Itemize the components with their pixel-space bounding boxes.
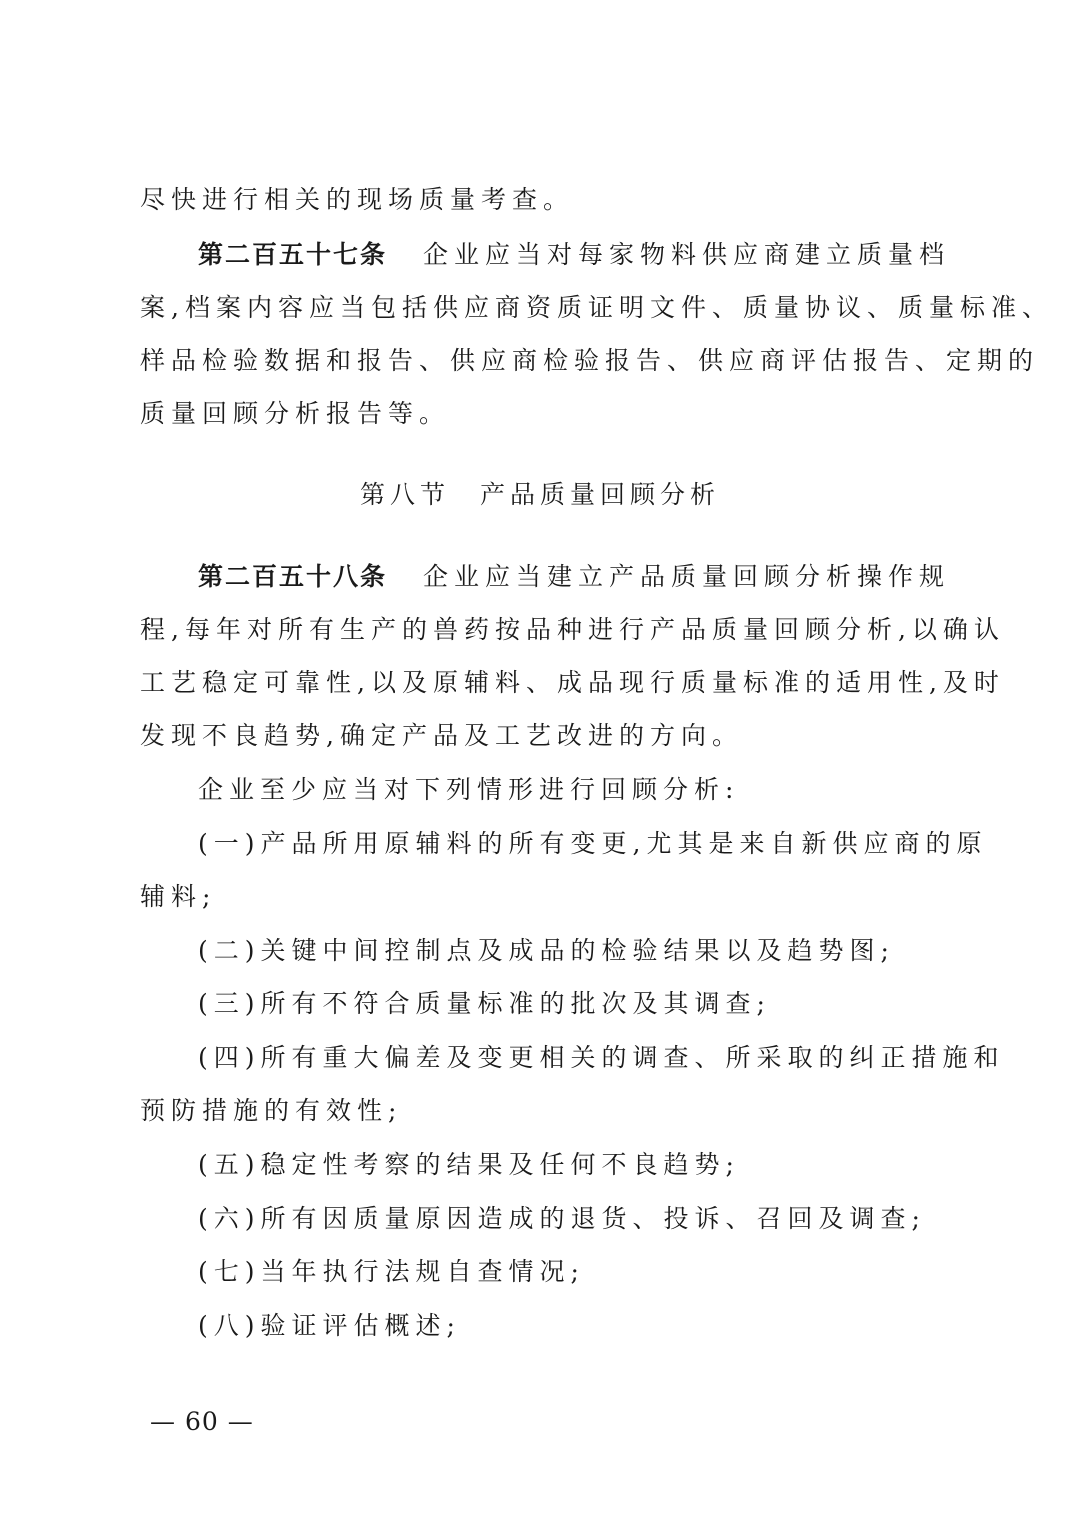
list-item-1: (一)产品所用原辅料的所有变更,尤其是来自新供应商的原	[198, 829, 988, 858]
section-heading	[0, 475, 1080, 515]
list-item-3: (三)所有不符合质量标准的批次及其调查;	[198, 989, 771, 1018]
section-number: 第八节	[359, 480, 450, 509]
list-item-1-continued: 辅料;	[140, 882, 217, 911]
list-item-2: (二)关键中间控制点及成品的检验结果以及趋势图;	[198, 936, 895, 965]
article-257-heading: 第二百五十七条	[198, 240, 388, 269]
list-item-6: (六)所有因质量原因造成的退货、投诉、召回及调查;	[198, 1204, 926, 1233]
article-257-first-line	[198, 235, 951, 275]
page-number: — 60 —	[150, 1407, 254, 1436]
list-item-5: (五)稳定性考察的结果及任何不良趋势;	[198, 1150, 740, 1179]
article-258-text: 发现不良趋势,确定产品及工艺改进的方向。	[140, 721, 743, 750]
article-257-text: 质量回顾分析报告等。	[140, 399, 451, 428]
article-258-text: 工艺稳定可靠性,以及原辅料、成品现行质量标准的适用性,及时	[140, 668, 1005, 697]
article-258-text: 程,每年对所有生产的兽药按品种进行产品质量回顾分析,以确认	[140, 615, 1005, 644]
article-257-text: 样品检验数据和报告、供应商检验报告、供应商评估报告、定期的	[140, 346, 1040, 375]
article-257-text: 企业应当对每家物料供应商建立质量档	[423, 240, 951, 269]
list-item-4-continued: 预防措施的有效性;	[140, 1096, 403, 1125]
article-257-text: 案,档案内容应当包括供应商资质证明文件、质量协议、质量标准、	[140, 293, 1053, 322]
list-item-8: (八)验证评估概述;	[198, 1311, 461, 1340]
list-intro: 企业至少应当对下列情形进行回顾分析:	[198, 775, 740, 804]
list-item-4: (四)所有重大偏差及变更相关的调查、所采取的纠正措施和	[198, 1043, 1005, 1072]
list-item-7: (七)当年执行法规自查情况;	[198, 1257, 585, 1286]
article-258-heading: 第二百五十八条	[198, 562, 388, 591]
article-258-first-line	[198, 557, 951, 597]
continuation-text: 尽快进行相关的现场质量考查。	[140, 185, 575, 214]
article-258-text: 企业应当建立产品质量回顾分析操作规	[423, 562, 951, 591]
section-title: 产品质量回顾分析	[480, 480, 721, 509]
